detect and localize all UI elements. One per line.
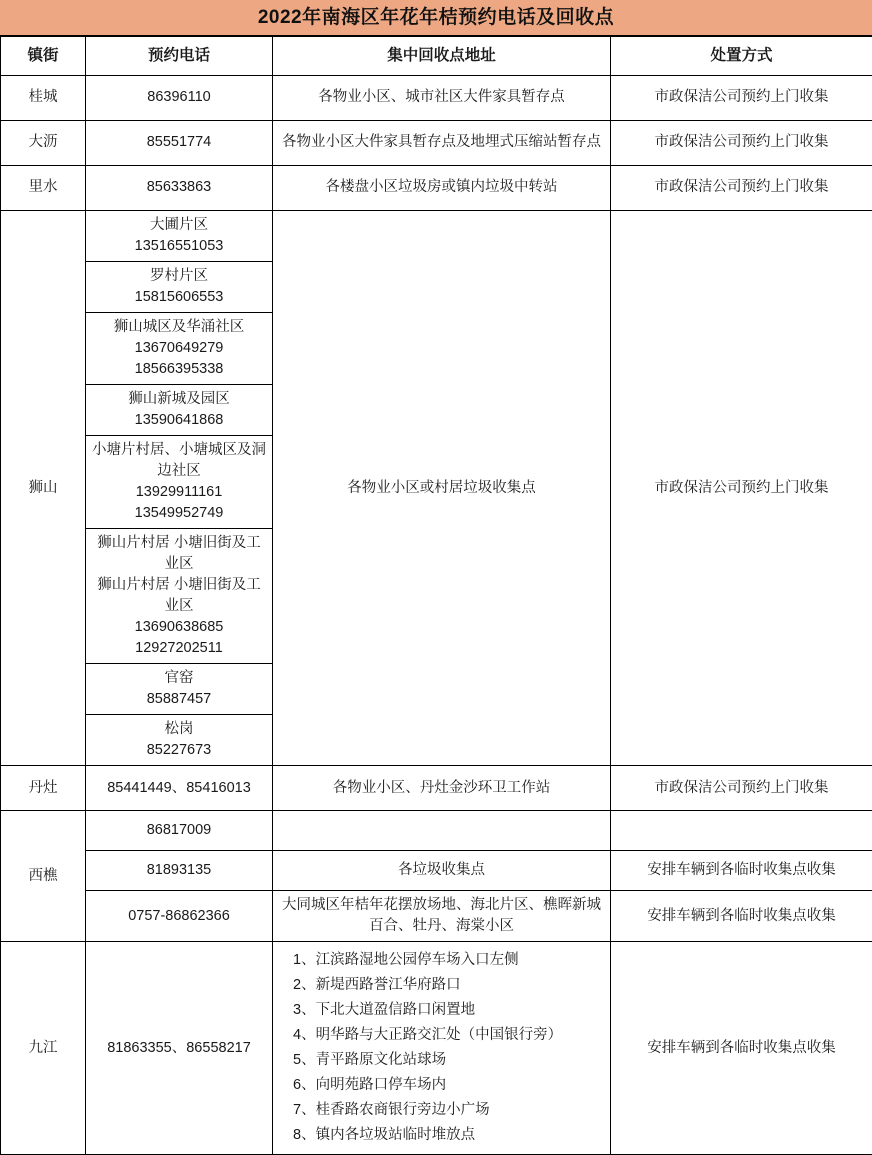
address-list-item: 7、桂香路农商银行旁边小广场: [293, 1098, 604, 1123]
cell-town: 狮山: [1, 211, 86, 766]
cell-town: 丹灶: [1, 766, 86, 811]
column-header-town: 镇街: [1, 37, 86, 76]
cell-address: [273, 811, 611, 851]
recycling-points-table: [0, 36, 872, 1155]
phone-group: [92, 668, 266, 710]
cell-phone-group[interactable]: [86, 715, 273, 766]
table-row: [1, 851, 872, 891]
column-header-disposal: 处置方式: [611, 37, 872, 76]
cell-town: 九江: [1, 942, 86, 1155]
phone-number[interactable]: 13670649279: [92, 338, 266, 359]
phone-group-area-label: 狮山新城及园区: [92, 389, 266, 410]
cell-phone[interactable]: 86817009: [86, 811, 273, 851]
cell-phone-group[interactable]: [86, 664, 273, 715]
cell-disposal: 安排车辆到各临时收集点收集: [611, 942, 872, 1155]
phone-group-area-label: 小塘片村居、小塘城区及洞边社区: [92, 440, 266, 482]
table-row: [1, 766, 872, 811]
address-list-item: 2、新堤西路誉江华府路口: [293, 973, 604, 998]
address-list-item: 1、江滨路湿地公园停车场入口左侧: [293, 948, 604, 973]
cell-phone[interactable]: 81893135: [86, 851, 273, 891]
cell-phone[interactable]: 81863355、86558217: [86, 942, 273, 1155]
cell-address: 大同城区年桔年花摆放场地、海北片区、樵晖新城百合、牡丹、海棠小区: [273, 891, 611, 942]
cell-address: 各垃圾收集点: [273, 851, 611, 891]
page-title: 2022年南海区年花年桔预约电话及回收点: [258, 8, 614, 27]
cell-phone-group[interactable]: [86, 211, 273, 262]
cell-phone[interactable]: 85633863: [86, 166, 273, 211]
phone-group-area-label: 罗村片区: [92, 266, 266, 287]
cell-disposal: 安排车辆到各临时收集点收集: [611, 851, 872, 891]
table-row: [1, 121, 872, 166]
cell-phone-group[interactable]: [86, 262, 273, 313]
cell-address: 各物业小区、城市社区大件家具暂存点: [273, 76, 611, 121]
column-header-address: 集中回收点地址: [273, 37, 611, 76]
phone-number[interactable]: 13690638685: [92, 617, 266, 638]
table-header-row: [1, 37, 872, 76]
address-list-item: 4、明华路与大正路交汇处（中国银行旁）: [293, 1023, 604, 1048]
address-list-item: 8、镇内各垃圾站临时堆放点: [293, 1123, 604, 1148]
cell-phone[interactable]: 85441449、85416013: [86, 766, 273, 811]
table-row: [1, 166, 872, 211]
phone-number[interactable]: 13549952749: [92, 503, 266, 524]
cell-address: [273, 942, 611, 1155]
table-row[interactable]: [1, 76, 872, 121]
cell-town: 西樵: [1, 811, 86, 942]
cell-address: 各物业小区或村居垃圾收集点: [273, 211, 611, 766]
address-list-item: 3、下北大道盈信路口闲置地: [293, 998, 604, 1023]
cell-town: 大沥: [1, 121, 86, 166]
phone-number[interactable]: 12927202511: [92, 638, 266, 659]
cell-town: 里水: [1, 166, 86, 211]
cell-disposal: 市政保洁公司预约上门收集: [611, 121, 872, 166]
phone-group-area-label: 狮山片村居 小塘旧街及工业区: [92, 575, 266, 617]
phone-number[interactable]: 13516551053: [92, 236, 266, 257]
phone-number[interactable]: 15815606553: [92, 287, 266, 308]
cell-phone-group[interactable]: [86, 436, 273, 529]
phone-group: [92, 317, 266, 380]
table-row: [1, 211, 872, 262]
phone-number[interactable]: 85227673: [92, 740, 266, 761]
address-list-item: 6、向明苑路口停车场内: [293, 1073, 604, 1098]
cell-phone[interactable]: 85551774: [86, 121, 273, 166]
phone-group: [92, 440, 266, 524]
phone-group: [92, 215, 266, 257]
table-body: [1, 76, 872, 1155]
table-row: [1, 891, 872, 942]
cell-disposal: 市政保洁公司预约上门收集: [611, 766, 872, 811]
phone-number[interactable]: 13590641868: [92, 410, 266, 431]
phone-group: [92, 266, 266, 308]
phone-group: [92, 533, 266, 659]
cell-disposal: [611, 811, 872, 851]
cell-disposal: 安排车辆到各临时收集点收集: [611, 891, 872, 942]
phone-group-area-label: 松岗: [92, 719, 266, 740]
table-row: [1, 811, 872, 851]
phone-group-area-label: 官窑: [92, 668, 266, 689]
cell-phone-group[interactable]: [86, 529, 273, 664]
phone-group: [92, 389, 266, 431]
cell-disposal: 市政保洁公司预约上门收集: [611, 166, 872, 211]
address-list: [279, 946, 604, 1150]
cell-town: 桂城: [1, 76, 86, 121]
address-list-item: 5、青平路原文化站球场: [293, 1048, 604, 1073]
table-header: [1, 37, 872, 76]
cell-phone[interactable]: 0757-86862366: [86, 891, 273, 942]
phone-group-area-label: 狮山片村居 小塘旧街及工业区: [92, 533, 266, 575]
phone-number[interactable]: 13929911161: [92, 482, 266, 503]
cell-phone-group[interactable]: [86, 385, 273, 436]
table-row: [1, 942, 872, 1155]
cell-disposal: 市政保洁公司预约上门收集: [611, 211, 872, 766]
cell-address: 各物业小区大件家具暂存点及地埋式压缩站暂存点: [273, 121, 611, 166]
phone-number[interactable]: 18566395338: [92, 359, 266, 380]
cell-address: 各物业小区、丹灶金沙环卫工作站: [273, 766, 611, 811]
cell-address: 各楼盘小区垃圾房或镇内垃圾中转站: [273, 166, 611, 211]
phone-number[interactable]: 85887457: [92, 689, 266, 710]
phone-group-area-label: 狮山城区及华涌社区: [92, 317, 266, 338]
document-title-banner: [0, 0, 872, 36]
phone-group-area-label: 大圃片区: [92, 215, 266, 236]
column-header-phone: 预约电话: [86, 37, 273, 76]
cell-disposal: 市政保洁公司预约上门收集: [611, 76, 872, 121]
phone-group: [92, 719, 266, 761]
cell-phone[interactable]: 86396110: [86, 76, 273, 121]
cell-phone-group[interactable]: [86, 313, 273, 385]
